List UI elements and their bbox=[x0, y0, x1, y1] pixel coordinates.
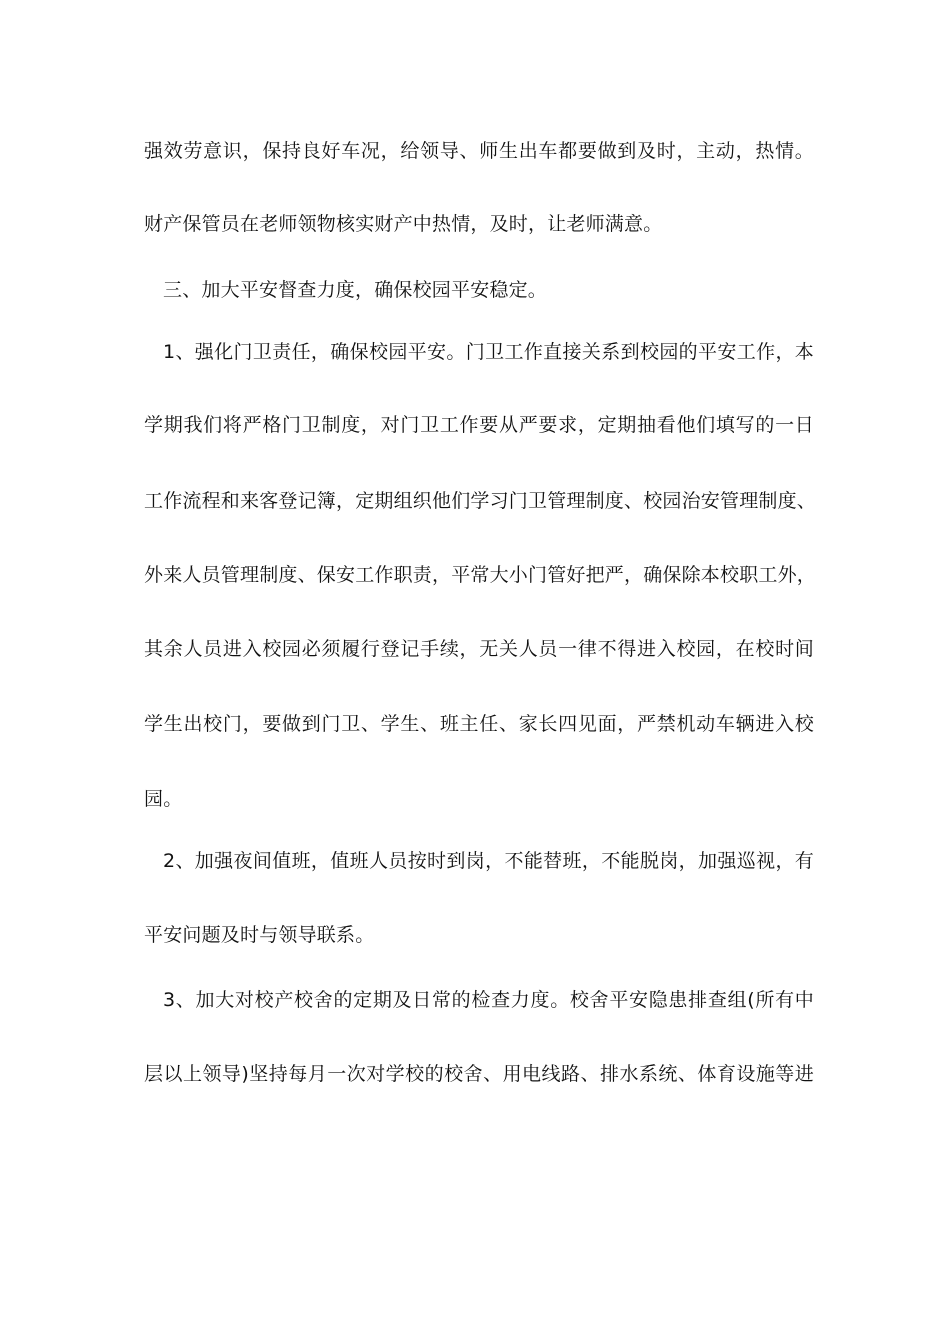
section-heading: 三、加大平安督查力度，确保校园平安稳定。 bbox=[163, 279, 548, 301]
text-line: 平安问题及时与领导联系。 bbox=[144, 924, 375, 946]
text-line: 1、强化门卫责任，确保校园平安。门卫工作直接关系到校园的平安工作，本 bbox=[163, 341, 814, 363]
text-line: 学生出校门，要做到门卫、学生、班主任、家长四见面，严禁机动车辆进入校 bbox=[144, 713, 814, 735]
text-line: 2、加强夜间值班，值班人员按时到岗，不能替班，不能脱岗，加强巡视，有 bbox=[163, 850, 814, 872]
text-line: 强效劳意识，保持良好车况，给领导、师生出车都要做到及时，主动，热情。 bbox=[144, 140, 814, 162]
text-line: 财产保管员在老师领物核实财产中热情，及时，让老师满意。 bbox=[144, 213, 663, 235]
text-line: 3、加大对校产校舍的定期及日常的检查力度。校舍平安隐患排查组(所有中 bbox=[163, 989, 814, 1011]
text-line: 园。 bbox=[144, 788, 183, 810]
text-line: 学期我们将严格门卫制度，对门卫工作要从严要求，定期抽看他们填写的一日 bbox=[144, 414, 814, 436]
text-line: 层以上领导)坚持每月一次对学校的校舍、用电线路、排水系统、体育设施等进 bbox=[144, 1063, 814, 1085]
text-line: 其余人员进入校园必须履行登记手续，无关人员一律不得进入校园，在校时间 bbox=[144, 638, 814, 660]
text-line: 工作流程和来客登记簿，定期组织他们学习门卫管理制度、校园治安管理制度、 bbox=[144, 490, 817, 512]
text-line: 外来人员管理制度、保安工作职责，平常大小门管好把严，确保除本校职工外， bbox=[144, 564, 817, 586]
